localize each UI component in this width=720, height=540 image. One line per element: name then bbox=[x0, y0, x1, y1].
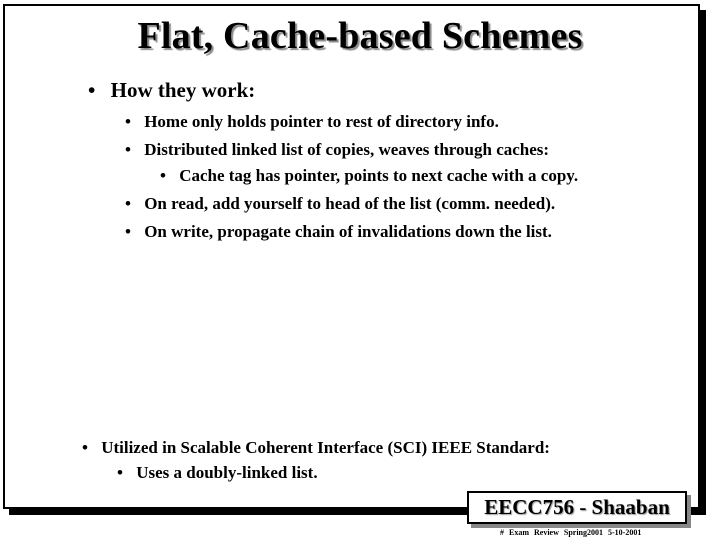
bullet-text: Cache tag has pointer, points to next cache with a copy. bbox=[179, 166, 579, 185]
bullet-text: Home only holds pointer to rest of directory info. bbox=[144, 112, 499, 131]
bullet-text: On read, add yourself to head of the list (comm. needed). bbox=[144, 194, 556, 213]
bullet-text: Distributed linked list of copies, weaves through caches: bbox=[144, 140, 550, 159]
bullet-marker: • bbox=[88, 78, 96, 102]
bullet-text: On write, propagate chain of invalidations down the list. bbox=[144, 222, 552, 241]
bullet-marker: • bbox=[160, 166, 166, 185]
sub-bullet-doubly-linked bbox=[117, 463, 318, 483]
bullet-sci-standard bbox=[82, 438, 550, 458]
bullet-marker: • bbox=[125, 194, 131, 213]
bullet-text: Utilized in Scalable Coherent Interface (SCI) IEEE Standard: bbox=[101, 438, 550, 457]
sub-bullet-home bbox=[125, 112, 499, 132]
bullet-marker: • bbox=[117, 463, 123, 482]
bullet-marker: • bbox=[125, 112, 131, 131]
bullet-marker: • bbox=[125, 222, 131, 241]
course-badge: EECC756 - Shaaban bbox=[467, 491, 687, 524]
sub-bullet-linked-list bbox=[125, 140, 549, 160]
bullet-marker: • bbox=[82, 438, 88, 457]
sub-bullet-on-read bbox=[125, 194, 555, 214]
slide-title: Flat, Cache-based Schemes bbox=[137, 15, 583, 57]
slide-footer: # Exam Review Spring2001 5-10-2001 bbox=[500, 528, 642, 537]
sub-sub-bullet-cache-tag bbox=[160, 166, 578, 186]
bullet-text: How they work: bbox=[110, 78, 256, 102]
bullet-marker: • bbox=[125, 140, 131, 159]
bullet-text: Uses a doubly-linked list. bbox=[136, 463, 318, 482]
bullet-how-they-work bbox=[88, 78, 255, 103]
sub-bullet-on-write bbox=[125, 222, 552, 242]
